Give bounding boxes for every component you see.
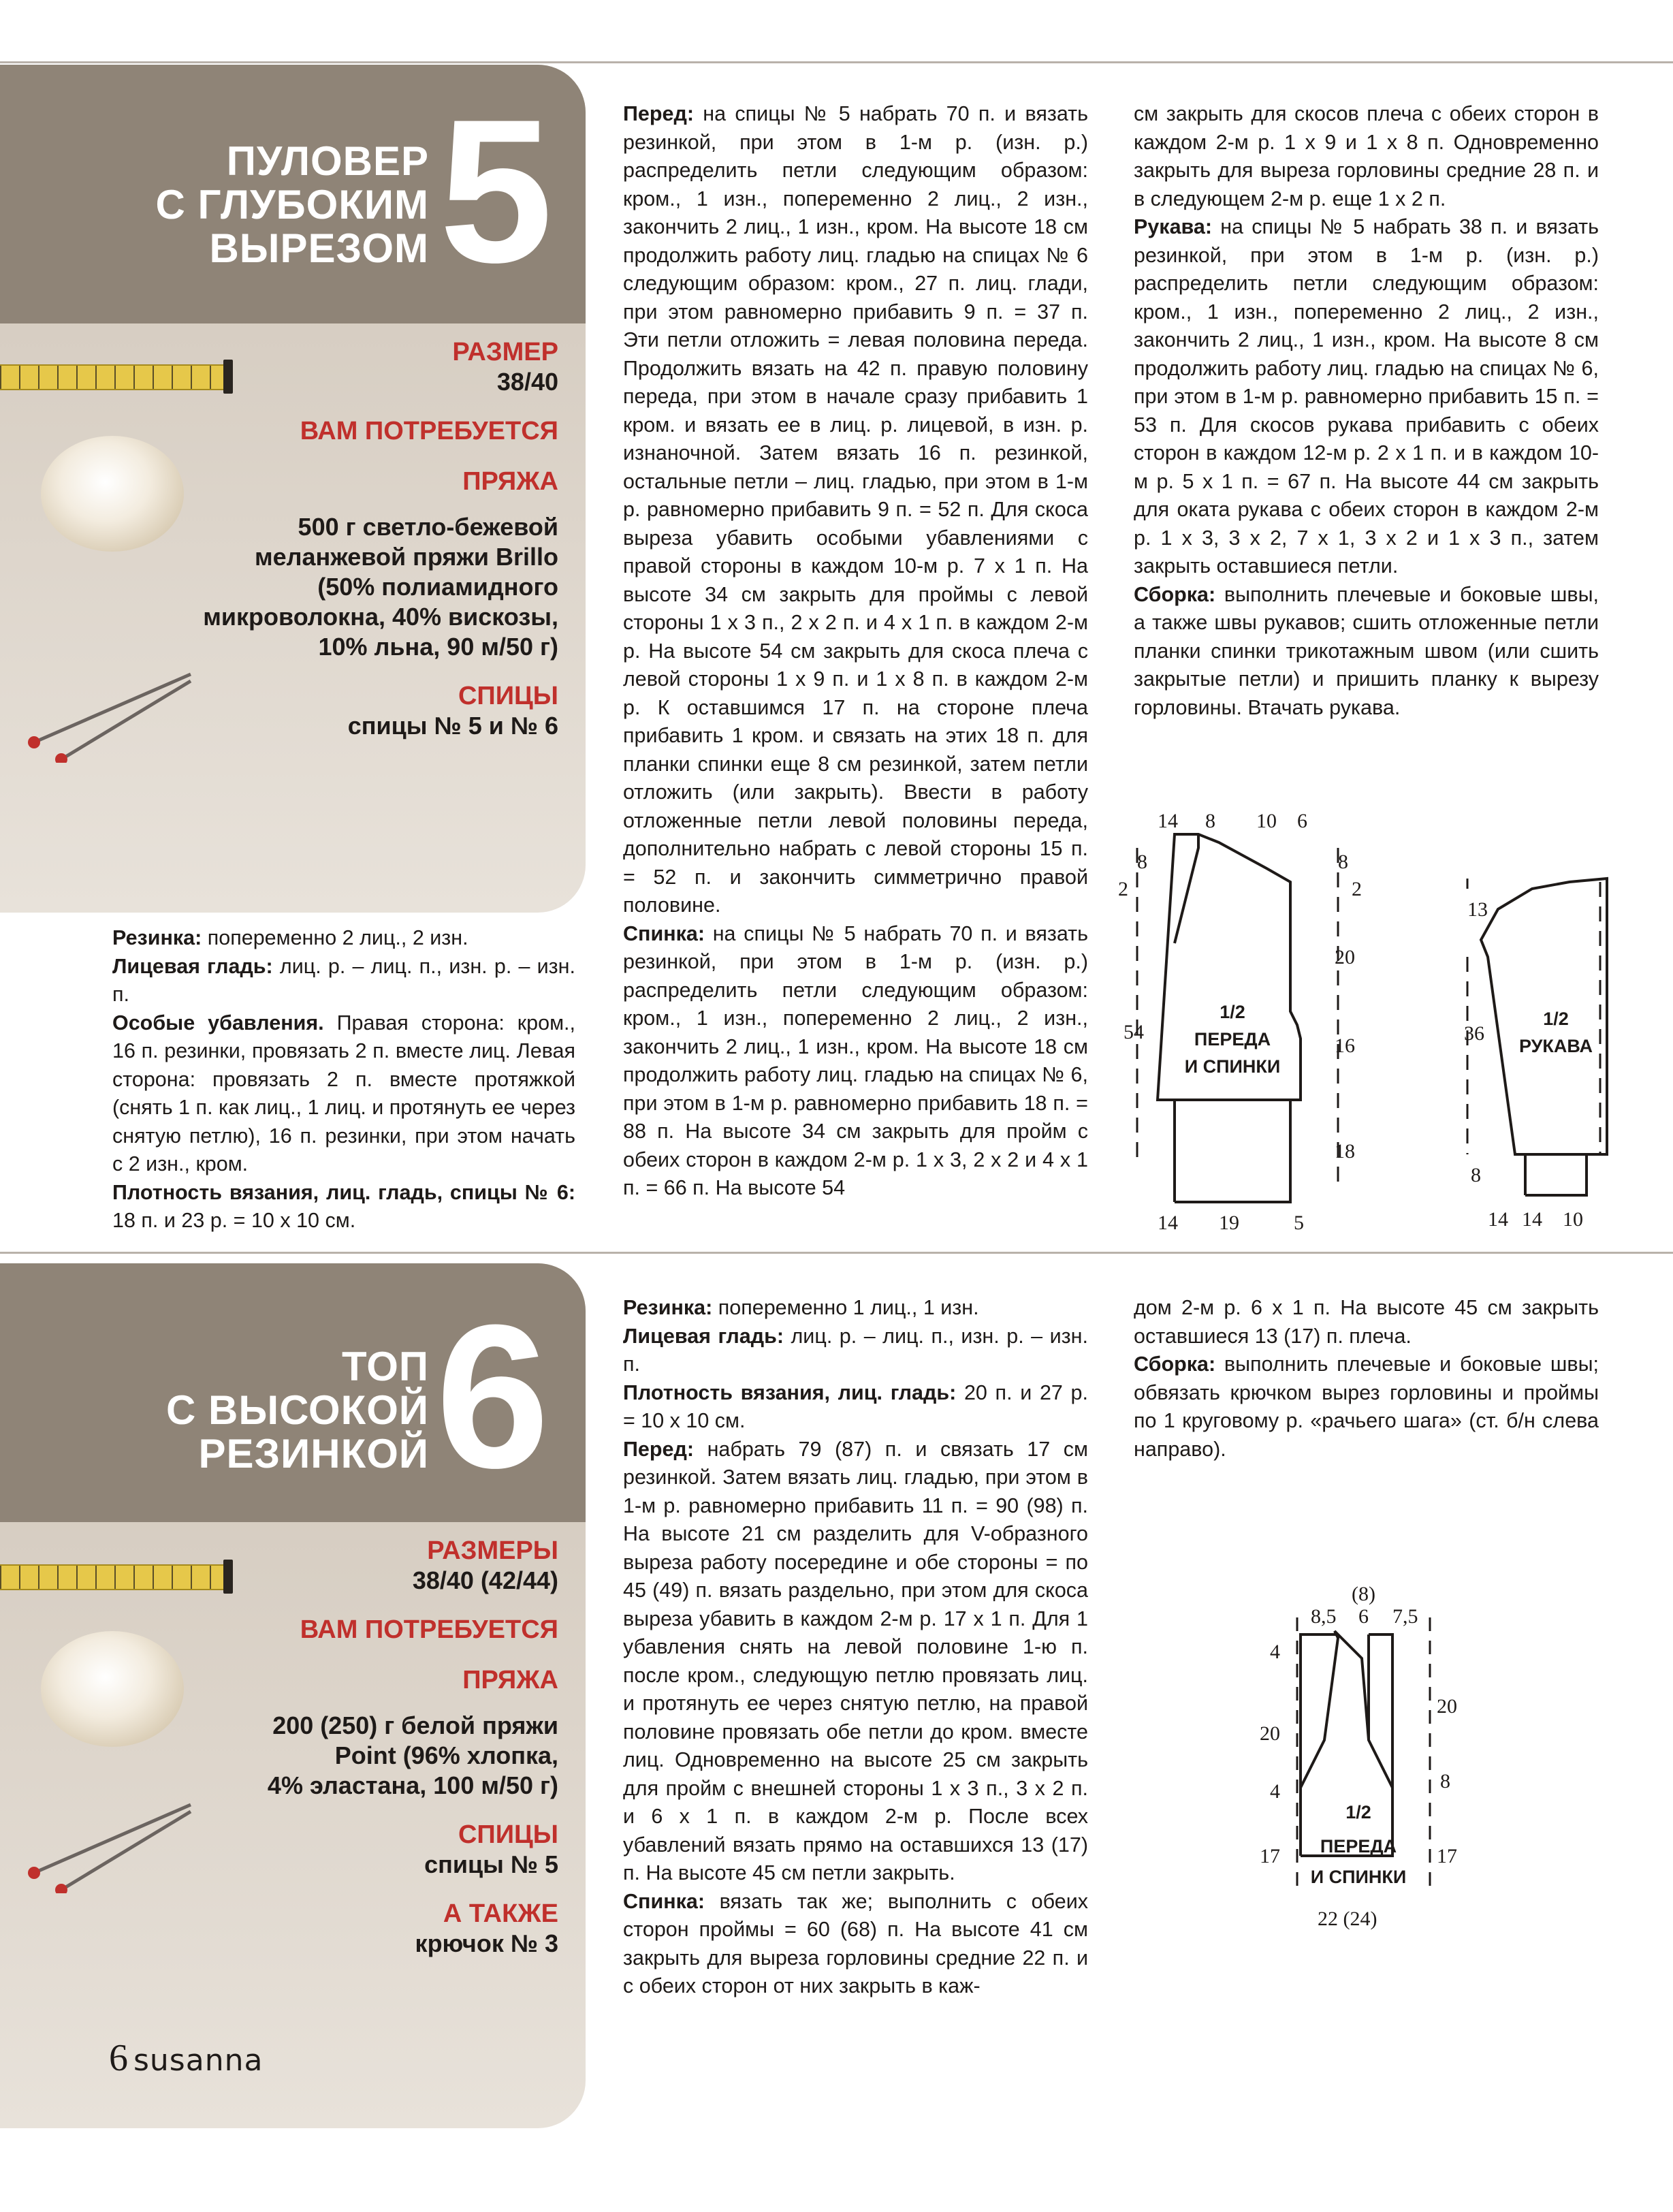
project5-title bbox=[129, 140, 429, 270]
diagram-label: 1/2 bbox=[1543, 1009, 1569, 1029]
yarn-ball-icon bbox=[41, 1631, 184, 1747]
title-line: ТОП bbox=[342, 1344, 429, 1389]
page-number: 6 bbox=[109, 2037, 128, 2079]
diagram-label: 8 bbox=[1205, 810, 1215, 832]
diagram-label: 1/2 bbox=[1220, 1002, 1245, 1022]
body-pattern-diagram bbox=[1110, 807, 1409, 1243]
diagram-label: 22 (24) bbox=[1318, 1908, 1377, 1930]
yarn-label: ПРЯЖА bbox=[462, 467, 558, 496]
title-line: С ВЫСОКОЙ bbox=[166, 1387, 429, 1433]
note-paragraph: Особые убавления. Правая сторона: кром., 16 п. резинки, провязать 2 п. вместе лиц. Левая сторона: провязать 2 п. вместе протяжкой (снять 1 п. как лиц., 1 лиц. и протянуть ее через снятую петлю), 16 п. резинки, при этом начать с 2 изн., кром. bbox=[112, 1011, 575, 1175]
text-paragraph: Рукава: на спицы № 5 набрать 38 п. и вязать резинкой, при этом в 1-м р. (изн. р.) распределить петли следующим образом: кром., 1 изн., попеременно 2 лиц., 2 изн., закончить 2 лиц., 1 изн., кром. На высоте 8 см продолжить работу лиц. гладью на спицах № 6, при этом в 1-м р. равномерно прибавить 15 п. = 53 п. Для скосов рукава прибавить с обеих сторон в каждом 12-м р. 2 х 1 п. и в каждом 10-м р. 5 х 1 п. = 67 п. На высоте 44 см закрыть для оката рукава с обеих сторон в каждом 2-м р. 1 х 3, 3 х 2, 7 х 1, 3 х 2 и 1 х 3 п., затем закрыть оставшиеся петли. bbox=[1134, 215, 1599, 578]
size-label: РАЗМЕРЫ bbox=[427, 1536, 558, 1565]
diagram-label: РУКАВА bbox=[1518, 1036, 1593, 1056]
diagram-label: 14 bbox=[1522, 1208, 1542, 1231]
size-value: 38/40 bbox=[496, 368, 558, 396]
top-pattern-diagram bbox=[1246, 1583, 1491, 1938]
yarn-line: 10% льна, 90 м/50 г) bbox=[318, 633, 558, 661]
diagram-label: ПЕРЕДА bbox=[1320, 1836, 1397, 1856]
sleeve-pattern-diagram bbox=[1450, 862, 1614, 1243]
diagram-label: 17 bbox=[1437, 1845, 1457, 1867]
diagram-label: 4 bbox=[1270, 1780, 1280, 1803]
diagram-label: 8 bbox=[1338, 851, 1348, 873]
note-paragraph: Резинка: попеременно 2 лиц., 2 изн. bbox=[112, 926, 468, 949]
project5-number: 5 bbox=[439, 76, 553, 305]
needles-value: спицы № 5 bbox=[424, 1850, 558, 1878]
page-footer bbox=[109, 2036, 263, 2080]
text-paragraph: см закрыть для скосов плеча с обеих сторон в каждом 2-м р. 1 х 9 и 1 х 8 п. Одновременно закрыть для выреза горловины средние 28 п. и в следующем 2-м р. еще 1 х 2 п. bbox=[1134, 102, 1599, 210]
diagram-label: 7,5 bbox=[1392, 1605, 1418, 1628]
needles-label: СПИЦЫ bbox=[458, 1820, 558, 1849]
yarn-line: Point (96% хлопка, bbox=[334, 1741, 558, 1769]
also-label: А ТАКЖЕ bbox=[443, 1899, 558, 1928]
project5-specs bbox=[218, 337, 558, 496]
project6-specs bbox=[218, 1536, 558, 1695]
yarn-label: ПРЯЖА bbox=[462, 1666, 558, 1694]
yarn-line: 4% эластана, 100 м/50 г) bbox=[267, 1771, 558, 1799]
need-label: ВАМ ПОТРЕБУЕТСЯ bbox=[300, 417, 558, 445]
magazine-brand: susanna bbox=[133, 2043, 264, 2078]
diagram-label: 4 bbox=[1270, 1641, 1280, 1663]
yarn-ball-icon bbox=[41, 436, 184, 552]
diagram-label: 20 bbox=[1335, 946, 1355, 968]
diagram-label: (8) bbox=[1352, 1583, 1375, 1605]
yarn-line: меланжевой пряжи Brillo bbox=[254, 543, 558, 571]
text-paragraph: дом 2-м р. 6 х 1 п. На высоте 45 см закрыть оставшиеся 13 (17) п. плеча. bbox=[1134, 1296, 1599, 1348]
diagram-label: 17 bbox=[1260, 1845, 1280, 1867]
section-divider bbox=[0, 1252, 1673, 1254]
text-paragraph: Спинка: на спицы № 5 набрать 70 п. и вязать резинкой, при этом в 1-м р. (изн. р.) распределить петли следующим образом: кром., 1 изн., попеременно 2 лиц., 2 изн., закончить 2 лиц., 1 изн., кром. На высоте 18 см продолжить работу лиц. гладью на спицах № 6, при этом в 1-м р. равномерно прибавить 18 п. = 88 п. На высоте 34 см закрыть для пройм с обеих сторон в каждом 2-м р. 1 х 3, 2 х 2 и 4 х 1 п. = 66 п. На высоте 54 bbox=[623, 921, 1088, 1199]
project5-column-1 bbox=[623, 100, 1088, 1203]
diagram-label: 36 bbox=[1464, 1022, 1484, 1045]
text-paragraph: Перед: на спицы № 5 набрать 70 п. и вязать резинкой, при этом в 1-м р. (изн. р.) распределить петли следующим образом: кром., 1 изн., попеременно 2 лиц., 2 изн., закончить 2 лиц., 1 изн., кром. На высоте 18 см продолжить работу лиц. гладью на спицах № 6 следующим образом: кром., 27 п. лиц. глади, при этом равномерно прибавить 9 п. = 37 п. Эти петли отложить = левая половина переда. Продолжить вязать на 42 п. правую половину переда, при этом в начале сразу прибавить 1 кром. и вязать ее в лиц. р. лицевой, в изн. р. изнаночной. Затем вязать 16 п. резинкой, остальные петли – лиц. гладью, при этом в 1-м р. равномерно прибавить 9 п. = 52 п. Для скоса выреза убавить особыми убавлениями с правой стороны в каждом 10-м р. 7 х 1 п. На высоте 34 см закрыть для проймы с левой стороны 1 х 3 п., 2 х 2 п. и 4 х 1 п. в каждом 2-м р. На высоте 54 см закрыть для скоса плеча с левой стороны 1 х 9 п. и 1 х 8 п. в каждом 2-м р. К оставшимся 17 п. на стороне плеча прибавить 1 кром. и связать на этих 18 п. для планки спинки еще 8 см резинкой, затем петли отложить (или закрыть). Ввести в работу отложенные петли левой половины переда, дополнительно набрать с левой стороны 15 п. = 52 п. и закончить симметрично правой половине. bbox=[623, 102, 1088, 917]
top-divider bbox=[0, 61, 1673, 63]
diagram-label: 18 bbox=[1335, 1140, 1355, 1163]
diagram-label: 14 bbox=[1488, 1208, 1508, 1231]
diagram-label: 14 bbox=[1158, 810, 1178, 832]
diagram-label: 19 bbox=[1219, 1212, 1239, 1234]
diagram-label: 2 bbox=[1352, 878, 1362, 900]
text-paragraph: Сборка: выполнить плечевые и боковые швы, а также швы рукавов; сшить отложенные петли планки спинки трикотажным швом (или сшить закрытые петли) и пришить планку к вырезу горловины. Втачать рукава. bbox=[1134, 582, 1599, 719]
diagram-label: 8 bbox=[1137, 851, 1147, 873]
title-line: ПУЛОВЕР bbox=[226, 138, 429, 184]
size-label: РАЗМЕР bbox=[452, 338, 558, 366]
diagram-label: И СПИНКИ bbox=[1310, 1867, 1407, 1887]
diagram-label: 2 bbox=[1118, 878, 1128, 900]
yarn-line: микроволокна, 40% вискозы, bbox=[203, 603, 558, 631]
tape-measure-icon bbox=[0, 1564, 228, 1590]
diagram-label: 8 bbox=[1471, 1164, 1481, 1186]
diagram-label: 5 bbox=[1294, 1212, 1304, 1234]
yarn-line: 200 (250) г белой пряжи bbox=[272, 1711, 558, 1739]
text-paragraph: Перед: набрать 79 (87) п. и связать 17 см резинкой. Затем вязать лиц. гладью, при этом в 1-м р. равномерно прибавить 11 п. = 90 (98) п. На высоте 21 см разделить для V-образного выреза работу посередине и обе стороны = по 45 (49) п. вязать раздельно, при этом для скоса выреза убавить в каждом 2-м р. 17 х 1 п. Для 1 убавления снять на левой половине 1-ю п. после кром., следующую петлю провязать лиц. и протянуть ее через снятую петлю, на правой половине провязать обе петли до кром. вместе лиц. Одновременно на высоте 25 см закрыть для пройм с внешней стороны 1 х 3 п., 3 х 2 п. и 6 х 1 п. в каждом 2-м р. После всех убавлений вязать прямо на оставшихся 13 (17) п. На высоте 45 см петли закрыть. bbox=[623, 1437, 1088, 1884]
diagram-label: 10 bbox=[1256, 810, 1277, 832]
diagram-label: 6 bbox=[1358, 1605, 1369, 1628]
project6-column-1 bbox=[623, 1294, 1088, 2001]
title-line: РЕЗИНКОЙ bbox=[198, 1431, 429, 1476]
yarn-line: (50% полиамидного bbox=[317, 573, 558, 601]
text-paragraph: Плотность вязания, лиц. гладь: 20 п. и 27 р. = 10 х 10 см. bbox=[623, 1380, 1088, 1432]
text-paragraph: Резинка: попеременно 1 лиц., 1 изн. bbox=[623, 1296, 979, 1319]
project6-column-2 bbox=[1134, 1294, 1599, 1464]
text-paragraph: Спинка: вязать так же; выполнить с обеих сторон проймы = 60 (68) п. На высоте 41 см закрыть для выреза горловины средние 22 п. и с обеих сторон от них закрыть в каж- bbox=[623, 1889, 1088, 1997]
project6-title bbox=[129, 1345, 429, 1476]
diagram-label: 14 bbox=[1158, 1212, 1178, 1234]
project5-notes bbox=[112, 924, 575, 1235]
text-paragraph: Сборка: выполнить плечевые и боковые швы; обвязать крючком вырез горловины и проймы по 1 круговому р. «рачьего шага» (ст. б/н слева направо). bbox=[1134, 1353, 1599, 1461]
knitting-needles-icon bbox=[20, 667, 197, 763]
knitting-needles-icon bbox=[20, 1798, 197, 1893]
needles-value: спицы № 5 и № 6 bbox=[347, 712, 558, 740]
text-paragraph: Лицевая гладь: лиц. р. – лиц. п., изн. р. – изн. п. bbox=[623, 1324, 1088, 1376]
tape-measure-icon bbox=[0, 364, 228, 390]
project6-number: 6 bbox=[436, 1282, 549, 1511]
diagram-label: 20 bbox=[1437, 1695, 1457, 1718]
diagram-label: 8,5 bbox=[1311, 1605, 1337, 1628]
diagram-label: И СПИНКИ bbox=[1184, 1056, 1281, 1077]
title-line: ВЫРЕЗОМ bbox=[209, 225, 429, 271]
diagram-label: 8 bbox=[1440, 1770, 1450, 1792]
needles-label: СПИЦЫ bbox=[458, 682, 558, 710]
note-paragraph: Плотность вязания, лиц. гладь, спицы № 6: 18 п. и 23 р. = 10 х 10 см. bbox=[112, 1180, 575, 1232]
need-label: ВАМ ПОТРЕБУЕТСЯ bbox=[300, 1615, 558, 1644]
yarn-line: 500 г светло-бежевой bbox=[298, 513, 558, 541]
diagram-label: ПЕРЕДА bbox=[1194, 1029, 1271, 1049]
title-line: С ГЛУБОКИМ bbox=[155, 182, 429, 227]
also-value: крючок № 3 bbox=[415, 1929, 558, 1957]
diagram-label: 1/2 bbox=[1345, 1802, 1371, 1822]
project5-column-2 bbox=[1134, 100, 1599, 722]
diagram-label: 6 bbox=[1297, 810, 1307, 832]
diagram-label: 16 bbox=[1335, 1034, 1355, 1057]
diagram-label: 54 bbox=[1124, 1021, 1144, 1043]
note-paragraph: Лицевая гладь: лиц. р. – лиц. п., изн. р. – изн. п. bbox=[112, 954, 575, 1006]
size-value: 38/40 (42/44) bbox=[412, 1566, 558, 1594]
diagram-label: 20 bbox=[1260, 1722, 1280, 1745]
diagram-label: 13 bbox=[1467, 898, 1488, 921]
diagram-label: 10 bbox=[1563, 1208, 1583, 1231]
